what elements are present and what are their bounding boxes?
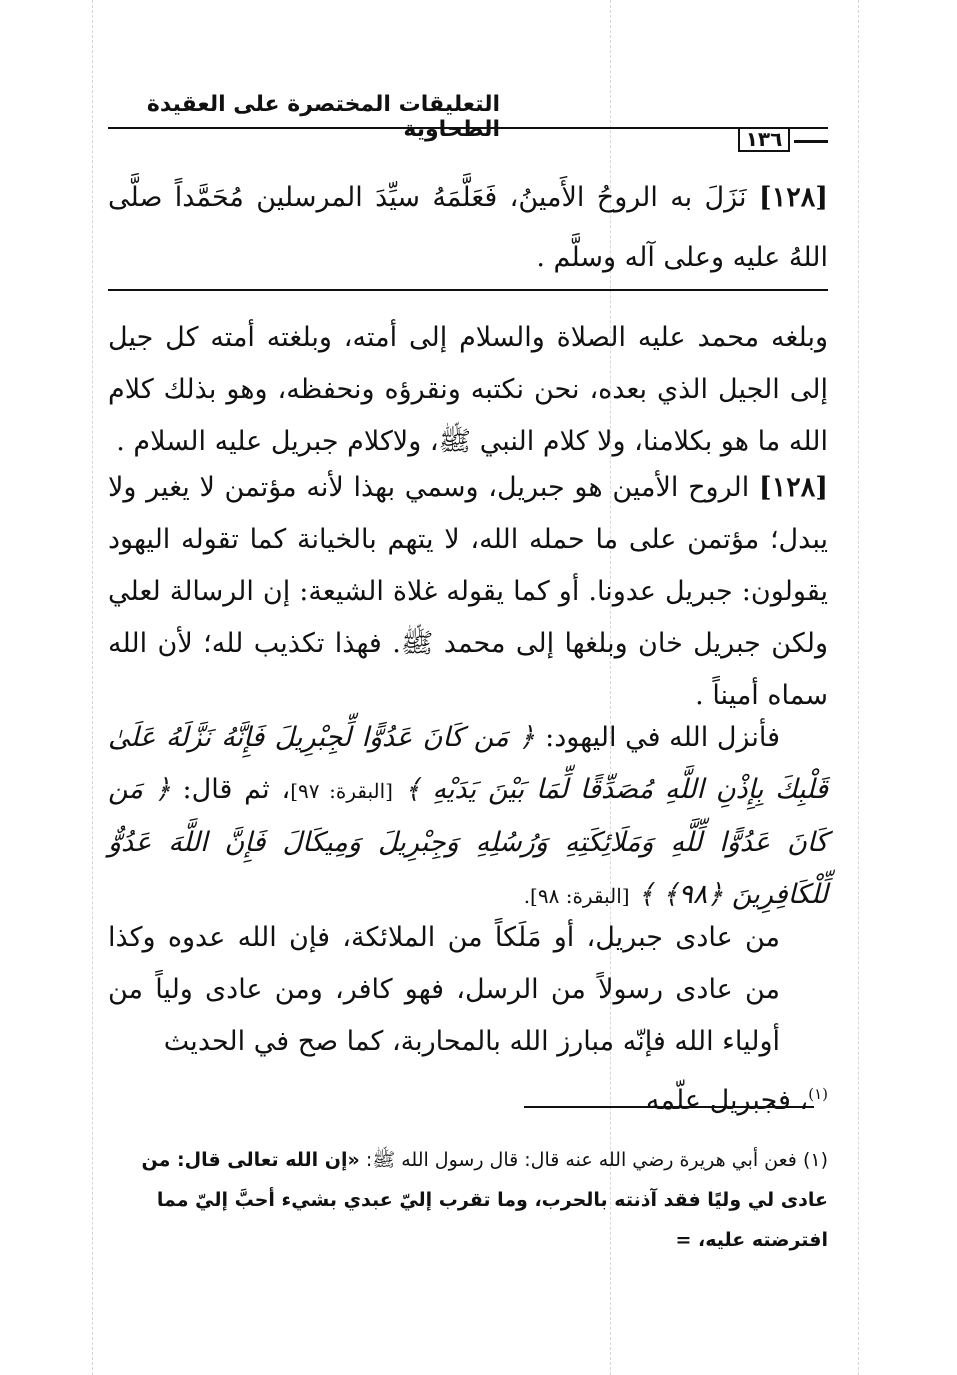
matn-text [108, 168, 828, 288]
quran-verse-2: ﴿ مَن كَانَ عَدُوًّا لِّلَّهِ وَمَلَائِكَتِهِ وَرُسُلِهِ وَجِبْرِيلَ وَمِيكَالَ فَإِنَّ اللَّهَ عَدُوٌّ لِّلْكَافِرِينَ ﴿٩٨﴾ ﴾ [108, 774, 828, 910]
commentary-paragraph-3 [108, 712, 828, 922]
paragraph-body: من عادى جبريل، أو مَلَكاً من الملائكة، فإن الله عدوه وكذا من عادى رسولاً من الرسل، فهو كافر، ومن عادى ولياً من أولياء الله فإنّه مبارز الله بالمحاربة، كما صح في الحديث [108, 922, 780, 1057]
footnote [108, 1140, 828, 1260]
verse-reference-1: [البقرة: ٩٧] [290, 779, 393, 803]
matn-body: نَزَلَ به الروحُ الأَمينُ، فَعَلَّمَهُ سيِّدَ المرسلين مُحَمَّداً صلَّى اللهُ عليه وعلى آله وسلَّم . [108, 182, 828, 273]
paragraph-intro: فأنزل الله في اليهود: [545, 722, 780, 753]
header-rule [108, 127, 828, 129]
commentary-body: الروح الأمين هو جبريل، وسمي بهذا لأنه مؤتمن لا يغير ولا يبدل؛ مؤتمن على ما حمله الله، لا يتهم بالخيانة كما تقوله اليهود يقولون: جبريل عدونا. أو كما يقوله غلاة الشيعة: إن الرسالة لعلي ولكن جبريل خان وبلغها إلى محمد ﷺ. فهذا تكذيب لله؛ لأن الله سماه أميناً . [108, 472, 828, 711]
connector-text: ، ثم قال: [182, 774, 291, 805]
footnote-separator [524, 1106, 814, 1108]
commentary-number: [١٢٨] [758, 472, 828, 503]
commentary-paragraph-1: وبلغه محمد عليه الصلاة والسلام إلى أمته، وبلغته أمته كل جيل إلى الجيل الذي بعده، نحن نكتبه ونقرؤه ونحفظه، وهو بذلك كلام الله ما هو بكلامنا، ولا كلام النبي ﷺ، ولاكلام جبريل عليه السلام . [108, 322, 828, 457]
commentary-paragraph-4 [108, 912, 828, 1127]
footnote-marker: (١) [808, 1085, 828, 1103]
running-header: التعليقات المختصرة على العقيدة الطحاوية [146, 92, 500, 142]
scan-guide-line [858, 0, 859, 1375]
footnote-hadith: «إن الله تعالى قال: من عادى لي وليًا فقد آذنته بالحرب، وما تقرب إليّ عبدي بشيء أحبَّ إليّ مما افترضته عليه، = [141, 1149, 828, 1251]
page-number-bar [794, 140, 828, 143]
quran-verse-1: ﴿ مَن كَانَ عَدُوًّا لِّجِبْرِيلَ فَإِنَّهُ نَزَّلَهُ عَلَىٰ قَلْبِكَ بِإِذْنِ اللَّهِ مُصَدِّقًا لِّمَا بَيْنَ يَدَيْهِ ﴾ [108, 722, 828, 805]
page-number: ١٣٦ [738, 128, 790, 152]
footnote-number: (١) [802, 1149, 828, 1171]
matn-number: [١٢٨] [758, 182, 828, 213]
paragraph-end: ، فجبريل علّمه [645, 1085, 809, 1116]
commentary-paragraph-2 [108, 462, 828, 722]
verse-reference-2: [البقرة: ٩٨]. [523, 884, 630, 908]
matn-separator [108, 289, 828, 291]
footnote-intro: فعن أبي هريرة رضي الله عنه قال: قال رسول الله ﷺ: [365, 1149, 797, 1171]
scan-guide-line [92, 0, 93, 1375]
